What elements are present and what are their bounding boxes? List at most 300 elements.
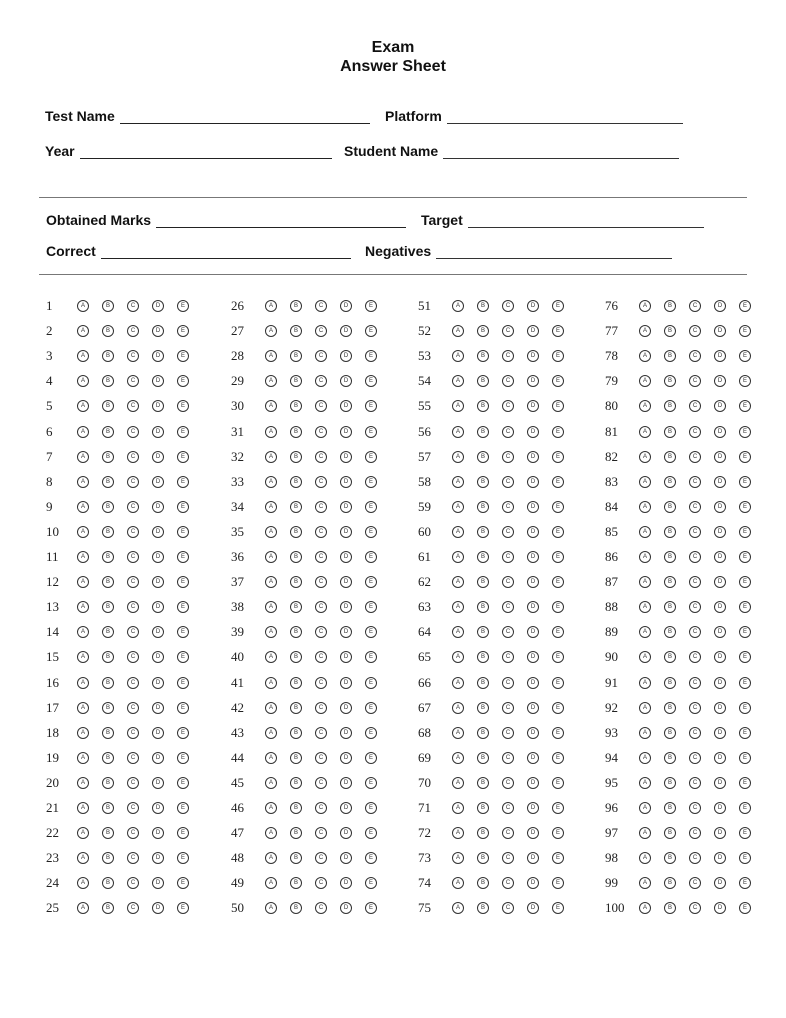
correct-input-line[interactable] — [101, 244, 351, 259]
answer-bubble-c[interactable]: C — [502, 325, 514, 337]
answer-bubble-e[interactable]: E — [739, 777, 751, 789]
answer-bubble-b[interactable]: B — [102, 777, 114, 789]
answer-bubble-b[interactable]: B — [477, 451, 489, 463]
answer-bubble-d[interactable]: D — [340, 651, 352, 663]
answer-bubble-b[interactable]: B — [664, 727, 676, 739]
answer-bubble-a[interactable]: A — [77, 902, 89, 914]
answer-bubble-b[interactable]: B — [290, 727, 302, 739]
answer-bubble-c[interactable]: C — [315, 702, 327, 714]
answer-bubble-a[interactable]: A — [452, 702, 464, 714]
answer-bubble-a[interactable]: A — [639, 426, 651, 438]
answer-bubble-c[interactable]: C — [689, 300, 701, 312]
answer-bubble-a[interactable]: A — [452, 802, 464, 814]
answer-bubble-a[interactable]: A — [77, 752, 89, 764]
answer-bubble-a[interactable]: A — [639, 626, 651, 638]
answer-bubble-d[interactable]: D — [527, 451, 539, 463]
answer-bubble-e[interactable]: E — [365, 852, 377, 864]
answer-bubble-d[interactable]: D — [340, 802, 352, 814]
answer-bubble-d[interactable]: D — [527, 476, 539, 488]
answer-bubble-e[interactable]: E — [739, 375, 751, 387]
answer-bubble-e[interactable]: E — [365, 400, 377, 412]
answer-bubble-a[interactable]: A — [77, 350, 89, 362]
answer-bubble-d[interactable]: D — [340, 902, 352, 914]
answer-bubble-a[interactable]: A — [639, 526, 651, 538]
answer-bubble-c[interactable]: C — [127, 551, 139, 563]
answer-bubble-e[interactable]: E — [177, 702, 189, 714]
answer-bubble-c[interactable]: C — [127, 827, 139, 839]
answer-bubble-c[interactable]: C — [315, 752, 327, 764]
answer-bubble-d[interactable]: D — [340, 476, 352, 488]
answer-bubble-a[interactable]: A — [265, 551, 277, 563]
answer-bubble-b[interactable]: B — [290, 476, 302, 488]
answer-bubble-d[interactable]: D — [340, 727, 352, 739]
answer-bubble-c[interactable]: C — [502, 626, 514, 638]
answer-bubble-a[interactable]: A — [452, 576, 464, 588]
answer-bubble-c[interactable]: C — [502, 426, 514, 438]
answer-bubble-e[interactable]: E — [365, 727, 377, 739]
answer-bubble-a[interactable]: A — [265, 576, 277, 588]
answer-bubble-a[interactable]: A — [452, 651, 464, 663]
answer-bubble-e[interactable]: E — [739, 551, 751, 563]
answer-bubble-d[interactable]: D — [152, 702, 164, 714]
answer-bubble-c[interactable]: C — [502, 501, 514, 513]
answer-bubble-e[interactable]: E — [365, 300, 377, 312]
answer-bubble-c[interactable]: C — [315, 626, 327, 638]
answer-bubble-d[interactable]: D — [714, 852, 726, 864]
answer-bubble-a[interactable]: A — [639, 677, 651, 689]
answer-bubble-a[interactable]: A — [639, 576, 651, 588]
answer-bubble-d[interactable]: D — [340, 852, 352, 864]
answer-bubble-e[interactable]: E — [739, 501, 751, 513]
answer-bubble-a[interactable]: A — [77, 702, 89, 714]
answer-bubble-d[interactable]: D — [714, 802, 726, 814]
answer-bubble-b[interactable]: B — [477, 877, 489, 889]
answer-bubble-e[interactable]: E — [177, 677, 189, 689]
answer-bubble-a[interactable]: A — [452, 501, 464, 513]
answer-bubble-a[interactable]: A — [639, 325, 651, 337]
answer-bubble-e[interactable]: E — [177, 375, 189, 387]
answer-bubble-c[interactable]: C — [315, 551, 327, 563]
answer-bubble-d[interactable]: D — [714, 727, 726, 739]
answer-bubble-a[interactable]: A — [452, 827, 464, 839]
answer-bubble-b[interactable]: B — [477, 576, 489, 588]
answer-bubble-e[interactable]: E — [739, 752, 751, 764]
answer-bubble-c[interactable]: C — [502, 400, 514, 412]
answer-bubble-d[interactable]: D — [527, 400, 539, 412]
answer-bubble-a[interactable]: A — [452, 426, 464, 438]
answer-bubble-c[interactable]: C — [127, 350, 139, 362]
answer-bubble-e[interactable]: E — [177, 551, 189, 563]
answer-bubble-c[interactable]: C — [502, 802, 514, 814]
answer-bubble-e[interactable]: E — [365, 702, 377, 714]
answer-bubble-b[interactable]: B — [102, 576, 114, 588]
answer-bubble-c[interactable]: C — [127, 852, 139, 864]
answer-bubble-a[interactable]: A — [77, 727, 89, 739]
answer-bubble-e[interactable]: E — [177, 601, 189, 613]
answer-bubble-a[interactable]: A — [265, 451, 277, 463]
answer-bubble-b[interactable]: B — [102, 601, 114, 613]
answer-bubble-e[interactable]: E — [739, 852, 751, 864]
answer-bubble-d[interactable]: D — [527, 651, 539, 663]
answer-bubble-a[interactable]: A — [77, 551, 89, 563]
answer-bubble-b[interactable]: B — [290, 802, 302, 814]
answer-bubble-c[interactable]: C — [689, 426, 701, 438]
answer-bubble-a[interactable]: A — [265, 400, 277, 412]
answer-bubble-c[interactable]: C — [502, 727, 514, 739]
answer-bubble-c[interactable]: C — [315, 325, 327, 337]
answer-bubble-c[interactable]: C — [127, 300, 139, 312]
answer-bubble-e[interactable]: E — [552, 601, 564, 613]
answer-bubble-d[interactable]: D — [714, 526, 726, 538]
answer-bubble-b[interactable]: B — [477, 300, 489, 312]
answer-bubble-c[interactable]: C — [502, 677, 514, 689]
answer-bubble-b[interactable]: B — [664, 526, 676, 538]
answer-bubble-a[interactable]: A — [452, 526, 464, 538]
target-input-line[interactable] — [468, 213, 704, 228]
answer-bubble-d[interactable]: D — [714, 752, 726, 764]
answer-bubble-b[interactable]: B — [477, 551, 489, 563]
answer-bubble-d[interactable]: D — [527, 877, 539, 889]
answer-bubble-c[interactable]: C — [127, 375, 139, 387]
answer-bubble-c[interactable]: C — [315, 526, 327, 538]
answer-bubble-e[interactable]: E — [739, 877, 751, 889]
answer-bubble-d[interactable]: D — [152, 576, 164, 588]
answer-bubble-d[interactable]: D — [340, 702, 352, 714]
answer-bubble-a[interactable]: A — [452, 877, 464, 889]
answer-bubble-c[interactable]: C — [315, 852, 327, 864]
answer-bubble-b[interactable]: B — [102, 802, 114, 814]
answer-bubble-b[interactable]: B — [290, 651, 302, 663]
answer-bubble-e[interactable]: E — [177, 476, 189, 488]
answer-bubble-b[interactable]: B — [290, 677, 302, 689]
answer-bubble-c[interactable]: C — [689, 451, 701, 463]
answer-bubble-e[interactable]: E — [365, 375, 377, 387]
answer-bubble-d[interactable]: D — [152, 827, 164, 839]
answer-bubble-b[interactable]: B — [102, 827, 114, 839]
answer-bubble-c[interactable]: C — [502, 300, 514, 312]
answer-bubble-c[interactable]: C — [502, 476, 514, 488]
answer-bubble-d[interactable]: D — [714, 300, 726, 312]
test-name-input-line[interactable] — [120, 109, 370, 124]
answer-bubble-c[interactable]: C — [689, 501, 701, 513]
answer-bubble-e[interactable]: E — [739, 400, 751, 412]
answer-bubble-e[interactable]: E — [177, 852, 189, 864]
answer-bubble-e[interactable]: E — [552, 300, 564, 312]
answer-bubble-c[interactable]: C — [127, 476, 139, 488]
answer-bubble-a[interactable]: A — [639, 802, 651, 814]
correct-field[interactable] — [46, 243, 351, 259]
answer-bubble-d[interactable]: D — [152, 802, 164, 814]
answer-bubble-e[interactable]: E — [739, 802, 751, 814]
answer-bubble-a[interactable]: A — [77, 501, 89, 513]
answer-bubble-b[interactable]: B — [477, 526, 489, 538]
answer-bubble-a[interactable]: A — [452, 601, 464, 613]
answer-bubble-e[interactable]: E — [177, 451, 189, 463]
answer-bubble-c[interactable]: C — [502, 777, 514, 789]
answer-bubble-b[interactable]: B — [102, 852, 114, 864]
answer-bubble-c[interactable]: C — [315, 601, 327, 613]
answer-bubble-d[interactable]: D — [714, 476, 726, 488]
answer-bubble-d[interactable]: D — [340, 300, 352, 312]
answer-bubble-c[interactable]: C — [502, 551, 514, 563]
answer-bubble-e[interactable]: E — [365, 902, 377, 914]
answer-bubble-e[interactable]: E — [552, 576, 564, 588]
answer-bubble-c[interactable]: C — [502, 601, 514, 613]
answer-bubble-b[interactable]: B — [664, 300, 676, 312]
answer-bubble-e[interactable]: E — [177, 827, 189, 839]
answer-bubble-b[interactable]: B — [477, 350, 489, 362]
answer-bubble-a[interactable]: A — [77, 526, 89, 538]
answer-bubble-e[interactable]: E — [739, 651, 751, 663]
answer-bubble-c[interactable]: C — [689, 551, 701, 563]
answer-bubble-c[interactable]: C — [315, 877, 327, 889]
answer-bubble-b[interactable]: B — [477, 902, 489, 914]
answer-bubble-a[interactable]: A — [639, 400, 651, 412]
answer-bubble-b[interactable]: B — [664, 827, 676, 839]
answer-bubble-b[interactable]: B — [102, 426, 114, 438]
answer-bubble-d[interactable]: D — [340, 827, 352, 839]
answer-bubble-d[interactable]: D — [527, 325, 539, 337]
answer-bubble-a[interactable]: A — [452, 902, 464, 914]
answer-bubble-c[interactable]: C — [502, 702, 514, 714]
answer-bubble-d[interactable]: D — [340, 752, 352, 764]
answer-bubble-c[interactable]: C — [689, 777, 701, 789]
answer-bubble-b[interactable]: B — [664, 426, 676, 438]
answer-bubble-c[interactable]: C — [502, 852, 514, 864]
answer-bubble-c[interactable]: C — [689, 325, 701, 337]
answer-bubble-a[interactable]: A — [639, 651, 651, 663]
answer-bubble-d[interactable]: D — [527, 902, 539, 914]
answer-bubble-b[interactable]: B — [664, 375, 676, 387]
answer-bubble-c[interactable]: C — [127, 752, 139, 764]
answer-bubble-d[interactable]: D — [714, 400, 726, 412]
answer-bubble-d[interactable]: D — [527, 827, 539, 839]
answer-bubble-c[interactable]: C — [127, 702, 139, 714]
answer-bubble-e[interactable]: E — [552, 426, 564, 438]
answer-bubble-c[interactable]: C — [315, 677, 327, 689]
answer-bubble-d[interactable]: D — [340, 576, 352, 588]
answer-bubble-c[interactable]: C — [315, 375, 327, 387]
answer-bubble-a[interactable]: A — [452, 677, 464, 689]
answer-bubble-b[interactable]: B — [102, 375, 114, 387]
answer-bubble-b[interactable]: B — [290, 902, 302, 914]
answer-bubble-c[interactable]: C — [502, 451, 514, 463]
answer-bubble-e[interactable]: E — [365, 576, 377, 588]
answer-bubble-b[interactable]: B — [477, 752, 489, 764]
answer-bubble-c[interactable]: C — [315, 802, 327, 814]
answer-bubble-c[interactable]: C — [315, 400, 327, 412]
answer-bubble-c[interactable]: C — [127, 902, 139, 914]
negatives-field[interactable] — [365, 243, 672, 259]
answer-bubble-a[interactable]: A — [77, 852, 89, 864]
answer-bubble-b[interactable]: B — [102, 526, 114, 538]
answer-bubble-a[interactable]: A — [77, 476, 89, 488]
answer-bubble-d[interactable]: D — [714, 902, 726, 914]
answer-bubble-b[interactable]: B — [290, 702, 302, 714]
answer-bubble-c[interactable]: C — [689, 626, 701, 638]
answer-bubble-a[interactable]: A — [265, 426, 277, 438]
answer-bubble-b[interactable]: B — [477, 702, 489, 714]
answer-bubble-c[interactable]: C — [127, 601, 139, 613]
answer-bubble-a[interactable]: A — [77, 677, 89, 689]
answer-bubble-d[interactable]: D — [527, 752, 539, 764]
answer-bubble-e[interactable]: E — [177, 877, 189, 889]
answer-bubble-c[interactable]: C — [127, 727, 139, 739]
answer-bubble-e[interactable]: E — [552, 476, 564, 488]
answer-bubble-b[interactable]: B — [102, 651, 114, 663]
answer-bubble-e[interactable]: E — [177, 350, 189, 362]
answer-bubble-d[interactable]: D — [340, 375, 352, 387]
answer-bubble-e[interactable]: E — [552, 400, 564, 412]
answer-bubble-c[interactable]: C — [315, 727, 327, 739]
negatives-input-line[interactable] — [436, 244, 672, 259]
answer-bubble-e[interactable]: E — [552, 852, 564, 864]
answer-bubble-a[interactable]: A — [265, 476, 277, 488]
answer-bubble-b[interactable]: B — [102, 300, 114, 312]
student-name-field[interactable] — [344, 143, 679, 159]
answer-bubble-d[interactable]: D — [714, 777, 726, 789]
answer-bubble-d[interactable]: D — [152, 651, 164, 663]
answer-bubble-b[interactable]: B — [102, 350, 114, 362]
answer-bubble-a[interactable]: A — [265, 325, 277, 337]
answer-bubble-e[interactable]: E — [552, 350, 564, 362]
answer-bubble-d[interactable]: D — [527, 350, 539, 362]
answer-bubble-d[interactable]: D — [340, 677, 352, 689]
answer-bubble-a[interactable]: A — [265, 852, 277, 864]
answer-bubble-e[interactable]: E — [739, 526, 751, 538]
answer-bubble-d[interactable]: D — [714, 375, 726, 387]
answer-bubble-b[interactable]: B — [102, 400, 114, 412]
answer-bubble-c[interactable]: C — [127, 777, 139, 789]
answer-bubble-c[interactable]: C — [689, 375, 701, 387]
answer-bubble-d[interactable]: D — [152, 626, 164, 638]
answer-bubble-b[interactable]: B — [102, 626, 114, 638]
answer-bubble-d[interactable]: D — [340, 626, 352, 638]
answer-bubble-e[interactable]: E — [739, 677, 751, 689]
answer-bubble-a[interactable]: A — [639, 476, 651, 488]
answer-bubble-a[interactable]: A — [77, 601, 89, 613]
answer-bubble-e[interactable]: E — [365, 426, 377, 438]
answer-bubble-b[interactable]: B — [664, 576, 676, 588]
answer-bubble-a[interactable]: A — [639, 300, 651, 312]
answer-bubble-c[interactable]: C — [127, 877, 139, 889]
answer-bubble-d[interactable]: D — [340, 350, 352, 362]
answer-bubble-d[interactable]: D — [152, 677, 164, 689]
answer-bubble-b[interactable]: B — [290, 375, 302, 387]
answer-bubble-a[interactable]: A — [452, 777, 464, 789]
answer-bubble-e[interactable]: E — [365, 626, 377, 638]
answer-bubble-c[interactable]: C — [315, 777, 327, 789]
answer-bubble-d[interactable]: D — [152, 777, 164, 789]
answer-bubble-e[interactable]: E — [739, 350, 751, 362]
answer-bubble-e[interactable]: E — [552, 702, 564, 714]
answer-bubble-e[interactable]: E — [552, 727, 564, 739]
answer-bubble-e[interactable]: E — [552, 551, 564, 563]
answer-bubble-a[interactable]: A — [452, 451, 464, 463]
answer-bubble-c[interactable]: C — [127, 400, 139, 412]
answer-bubble-a[interactable]: A — [639, 752, 651, 764]
answer-bubble-b[interactable]: B — [102, 902, 114, 914]
answer-bubble-c[interactable]: C — [315, 476, 327, 488]
answer-bubble-e[interactable]: E — [365, 501, 377, 513]
answer-bubble-b[interactable]: B — [290, 827, 302, 839]
answer-bubble-d[interactable]: D — [527, 601, 539, 613]
answer-bubble-d[interactable]: D — [152, 601, 164, 613]
answer-bubble-c[interactable]: C — [315, 501, 327, 513]
answer-bubble-b[interactable]: B — [477, 852, 489, 864]
answer-bubble-c[interactable]: C — [127, 626, 139, 638]
answer-bubble-d[interactable]: D — [152, 350, 164, 362]
answer-bubble-a[interactable]: A — [77, 375, 89, 387]
answer-bubble-d[interactable]: D — [714, 702, 726, 714]
answer-bubble-d[interactable]: D — [714, 325, 726, 337]
answer-bubble-d[interactable]: D — [527, 576, 539, 588]
answer-bubble-e[interactable]: E — [552, 325, 564, 337]
answer-bubble-e[interactable]: E — [177, 752, 189, 764]
answer-bubble-a[interactable]: A — [77, 325, 89, 337]
answer-bubble-c[interactable]: C — [315, 350, 327, 362]
answer-bubble-a[interactable]: A — [639, 451, 651, 463]
answer-bubble-e[interactable]: E — [365, 877, 377, 889]
answer-bubble-d[interactable]: D — [152, 375, 164, 387]
answer-bubble-b[interactable]: B — [102, 551, 114, 563]
answer-bubble-a[interactable]: A — [452, 325, 464, 337]
answer-bubble-a[interactable]: A — [639, 727, 651, 739]
answer-bubble-b[interactable]: B — [664, 325, 676, 337]
answer-bubble-e[interactable]: E — [177, 727, 189, 739]
answer-bubble-d[interactable]: D — [714, 601, 726, 613]
answer-bubble-b[interactable]: B — [477, 777, 489, 789]
answer-bubble-e[interactable]: E — [552, 451, 564, 463]
answer-bubble-e[interactable]: E — [365, 476, 377, 488]
answer-bubble-b[interactable]: B — [664, 677, 676, 689]
answer-bubble-a[interactable]: A — [265, 902, 277, 914]
answer-bubble-d[interactable]: D — [714, 350, 726, 362]
answer-bubble-e[interactable]: E — [177, 426, 189, 438]
answer-bubble-e[interactable]: E — [552, 802, 564, 814]
answer-bubble-a[interactable]: A — [639, 877, 651, 889]
answer-bubble-b[interactable]: B — [290, 325, 302, 337]
answer-bubble-e[interactable]: E — [552, 501, 564, 513]
answer-bubble-e[interactable]: E — [739, 325, 751, 337]
answer-bubble-c[interactable]: C — [127, 802, 139, 814]
platform-field[interactable] — [385, 108, 683, 124]
answer-bubble-c[interactable]: C — [127, 501, 139, 513]
answer-bubble-c[interactable]: C — [689, 727, 701, 739]
answer-bubble-e[interactable]: E — [739, 451, 751, 463]
answer-bubble-d[interactable]: D — [152, 300, 164, 312]
answer-bubble-c[interactable]: C — [689, 601, 701, 613]
answer-bubble-b[interactable]: B — [290, 526, 302, 538]
answer-bubble-a[interactable]: A — [265, 777, 277, 789]
answer-bubble-d[interactable]: D — [527, 727, 539, 739]
answer-bubble-e[interactable]: E — [365, 551, 377, 563]
answer-bubble-b[interactable]: B — [477, 727, 489, 739]
answer-bubble-b[interactable]: B — [290, 451, 302, 463]
answer-bubble-b[interactable]: B — [290, 400, 302, 412]
answer-bubble-a[interactable]: A — [265, 300, 277, 312]
answer-bubble-d[interactable]: D — [340, 551, 352, 563]
answer-bubble-d[interactable]: D — [527, 626, 539, 638]
answer-bubble-e[interactable]: E — [739, 601, 751, 613]
answer-bubble-b[interactable]: B — [290, 551, 302, 563]
answer-bubble-d[interactable]: D — [152, 451, 164, 463]
answer-bubble-e[interactable]: E — [552, 877, 564, 889]
answer-bubble-a[interactable]: A — [452, 752, 464, 764]
answer-bubble-a[interactable]: A — [639, 777, 651, 789]
answer-bubble-b[interactable]: B — [664, 501, 676, 513]
answer-bubble-a[interactable]: A — [77, 827, 89, 839]
